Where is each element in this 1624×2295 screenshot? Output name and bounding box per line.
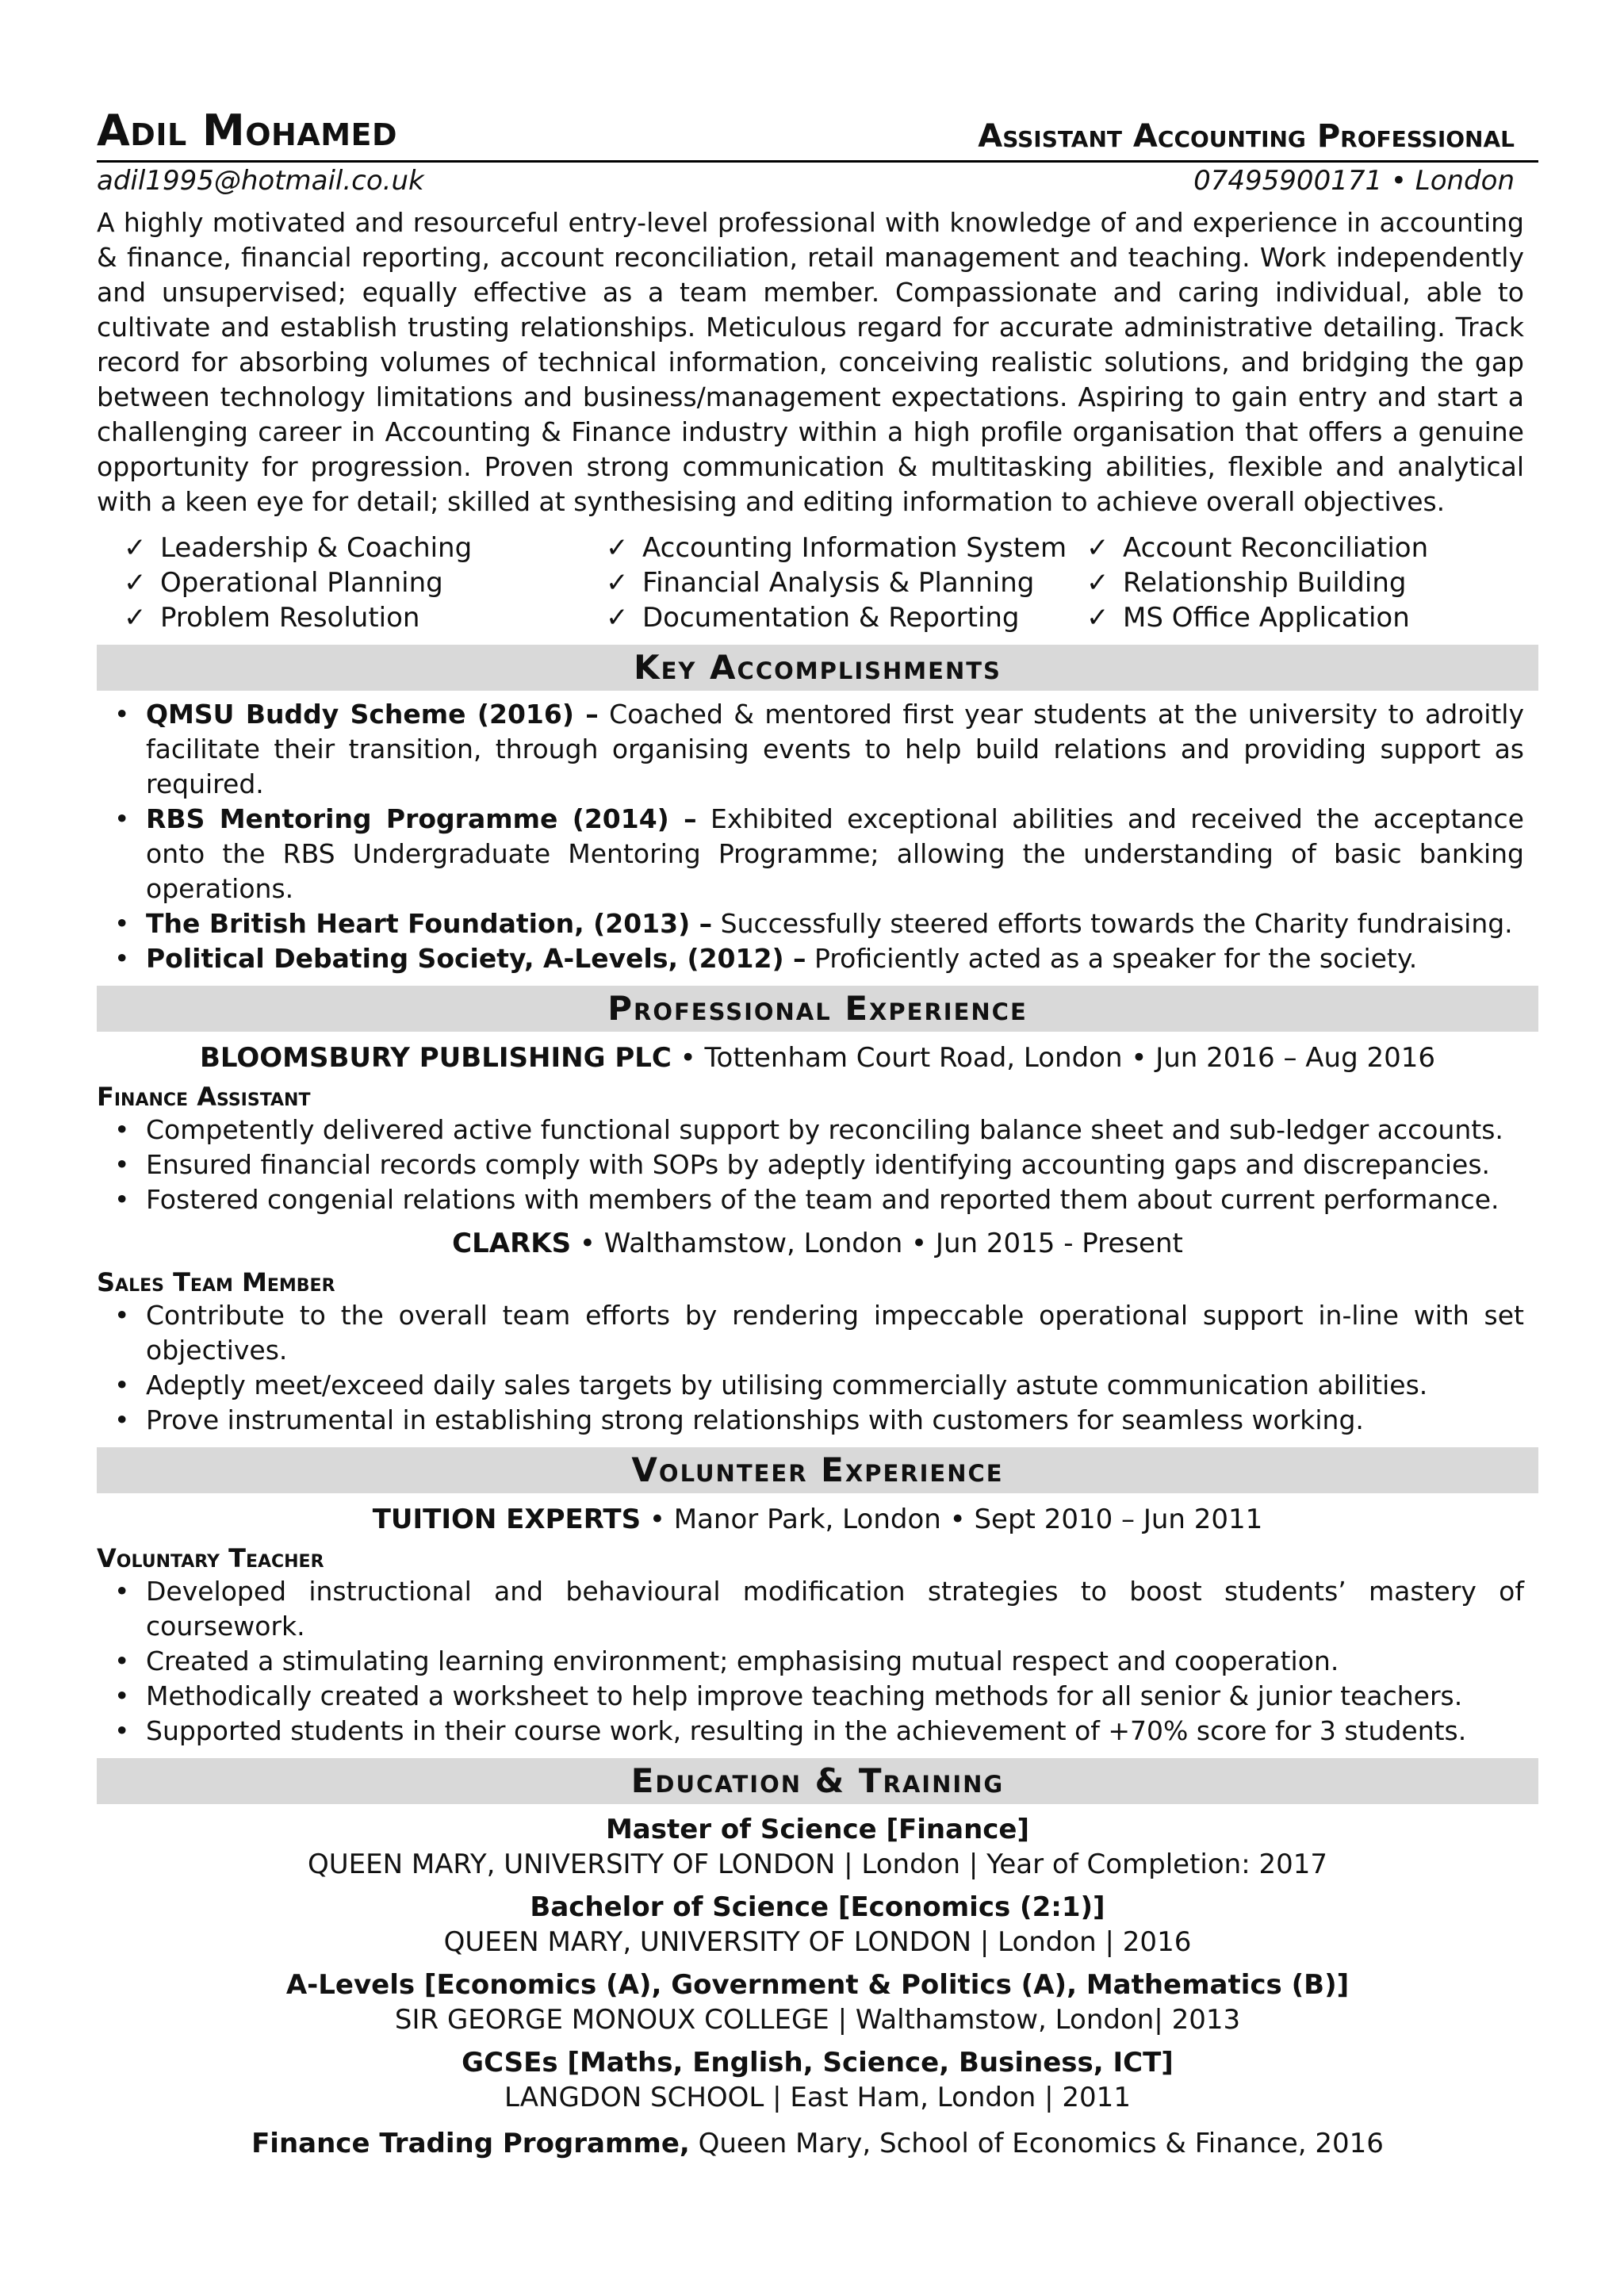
list-item: • Political Debating Society, A-Levels, (2012) – Proficiently acted as a speaker for the society.	[97, 941, 1524, 976]
education-entry	[97, 1812, 1538, 1882]
bullet-icon: •	[114, 1149, 130, 1180]
employer-line: CLARKS • Walthamstow, London • Jun 2015 - Present	[452, 1228, 1183, 1259]
list-item: • Developed instructional and behavioural modification strategies to boost students’ mastery of coursework.	[114, 1576, 1524, 1642]
skill-item: ✓ Operational Planning	[124, 567, 443, 599]
list-item: • Ensured financial records comply with SOPs by adeptly identifying accounting gaps and discrepancies.	[97, 1148, 1524, 1182]
company-name: CLARKS	[452, 1228, 572, 1259]
bullet-icon: •	[114, 1646, 130, 1676]
bullet-icon: •	[114, 1300, 130, 1331]
bullet-icon: •	[114, 803, 130, 834]
company-name: BLOOMSBURY PUBLISHING PLC	[199, 1042, 672, 1074]
bullet-icon: •	[114, 1184, 130, 1215]
check-icon: ✓	[1086, 602, 1109, 634]
volunteer-duties-list	[97, 1574, 1538, 1749]
institution-line: QUEEN MARY, UNIVERSITY OF LONDON | London | Year of Completion: 2017	[307, 1849, 1328, 1880]
list-item: • The British Heart Foundation, (2013) – Successfully steered efforts towards the Charity fundraising.	[97, 906, 1524, 941]
location: London	[1415, 165, 1515, 197]
list-item: • Supported students in their course work, resulting in the achievement of +70% score for 3 students.	[97, 1714, 1524, 1749]
skill-item: ✓ Accounting Information System	[606, 532, 1067, 564]
employer-line: BLOOMSBURY PUBLISHING PLC • Tottenham Court Road, London • Jun 2016 – Aug 2016	[199, 1042, 1436, 1074]
job-duties-list	[97, 1298, 1538, 1438]
job-duties-list	[97, 1113, 1538, 1217]
company-location: Manor Park, London	[673, 1504, 941, 1535]
check-icon: ✓	[606, 532, 629, 564]
list-item: • Prove instrumental in establishing strong relationships with customers for seamless working.	[97, 1403, 1524, 1438]
degree-title: GCSEs [Maths, English, Science, Business, ICT]	[462, 2047, 1174, 2079]
candidate-name: Adil Mohamed	[97, 105, 398, 155]
company-name: TUITION EXPERTS	[372, 1504, 642, 1535]
phone-number: 07495900171	[1193, 165, 1383, 197]
list-item: • Adeptly meet/exceed daily sales targets by utilising commercially astute communication abilities.	[97, 1368, 1524, 1403]
candidate-role: Assistant Accounting Professional	[978, 118, 1515, 155]
skill-item: ✓ Problem Resolution	[124, 602, 420, 634]
section-heading-volunteer: Volunteer Experience	[97, 1447, 1538, 1493]
list-item: • Contribute to the overall team efforts by rendering impeccable operational support in-line with set objectives.	[114, 1300, 1524, 1366]
list-item: • RBS Mentoring Programme (2014) – Exhibited exceptional abilities and received the acceptance onto the RBS Undergraduate Mentoring Programme; allowing the understanding of basic banking operations.	[114, 803, 1524, 904]
job-title: Sales Team Member	[97, 1267, 335, 1297]
employer-line: TUITION EXPERTS • Manor Park, London • Sept 2010 – Jun 2011	[372, 1504, 1263, 1535]
training-name: Finance Trading Programme,	[251, 2128, 690, 2159]
skill-item: ✓ Relationship Building	[1086, 567, 1407, 599]
skill-item: ✓ Documentation & Reporting	[606, 602, 1020, 634]
list-item: • Fostered congenial relations with members of the team and reported them about current performance.	[97, 1182, 1524, 1217]
skill-item: ✓ Account Reconciliation	[1086, 532, 1429, 564]
skill-item: ✓ MS Office Application	[1086, 602, 1410, 634]
check-icon: ✓	[606, 567, 629, 599]
bullet-icon: •	[114, 1114, 130, 1145]
skill-item: ✓ Financial Analysis & Planning	[606, 567, 1035, 599]
job-dates: Jun 2016 – Aug 2016	[1155, 1042, 1436, 1074]
resume-header	[97, 98, 1538, 163]
education-entry	[97, 1890, 1538, 1960]
degree-title: Master of Science [Finance]	[605, 1814, 1030, 1845]
phone-location	[1193, 163, 1515, 199]
profile-summary: A highly motivated and resourceful entry-level professional with knowledge of and experience in accounting & finance, financial reporting, account reconciliation, retail management and teaching. Work independently and unsupervised; equally effective as a team member. Compassionate and caring individual, able to cultivate and establish trusting relationships. Meticulous regard for accurate administrative detailing. Track record for absorbing volumes of technical information, conceiving realistic solutions, and bridging the gap between technology limitations and business/management expectations. Aspiring to gain entry and start a challenging career in Accounting & Finance industry within a high profile organisation that offers a genuine opportunity for progression. Proven strong communication & multitasking abilities, flexible and analytical with a keen eye for detail; skilled at synthesising and editing information to achieve overall objectives.	[97, 207, 1524, 517]
job-dates: Sept 2010 – Jun 2011	[974, 1504, 1263, 1535]
bullet-icon: •	[114, 1370, 130, 1400]
contact-line	[97, 163, 1538, 201]
bullet-icon: •	[114, 1680, 130, 1711]
bullet-icon: •	[114, 1715, 130, 1746]
list-item: • Created a stimulating learning environment; emphasising mutual respect and cooperation.	[97, 1644, 1524, 1679]
skills-grid	[124, 531, 1538, 635]
check-icon: ✓	[124, 567, 147, 599]
bullet-icon: •	[114, 908, 130, 939]
bullet-icon: •	[114, 1576, 130, 1607]
job-title: Finance Assistant	[97, 1082, 311, 1112]
section-heading-education: Education & Training	[97, 1758, 1538, 1804]
list-item: • QMSU Buddy Scheme (2016) – Coached & mentored first year students at the university to adroitly facilitate their transition, through organising events to help build relations and providing support as required.	[114, 699, 1524, 799]
accomplishments-list	[97, 697, 1538, 976]
bullet-icon: •	[114, 1404, 130, 1435]
institution-line: SIR GEORGE MONOUX COLLEGE | Walthamstow, London| 2013	[394, 2004, 1241, 2036]
check-icon: ✓	[124, 602, 147, 634]
training-detail: Queen Mary, School of Economics & Finance, 2016	[689, 2128, 1384, 2159]
separator-dot: •	[1382, 165, 1415, 197]
email-address[interactable]: adil1995@hotmail.co.uk	[97, 165, 424, 197]
institution-line: LANGDON SCHOOL | East Ham, London | 2011	[504, 2082, 1131, 2113]
company-location: Tottenham Court Road, London	[704, 1042, 1123, 1074]
institution-line: QUEEN MARY, UNIVERSITY OF LONDON | London | 2016	[443, 1926, 1192, 1958]
list-item: • Methodically created a worksheet to help improve teaching methods for all senior & junior teachers.	[97, 1679, 1524, 1714]
section-heading-accomplishments: Key Accomplishments	[97, 645, 1538, 691]
job-title: Voluntary Teacher	[97, 1543, 324, 1573]
degree-title: A-Levels [Economics (A), Government & Politics (A), Mathematics (B)]	[285, 1969, 1350, 2001]
bullet-icon: •	[114, 699, 130, 730]
check-icon: ✓	[1086, 532, 1109, 564]
list-item: • Competently delivered active functional support by reconciling balance sheet and sub-ledger accounts.	[97, 1113, 1524, 1148]
section-heading-professional: Professional Experience	[97, 986, 1538, 1032]
skill-item: ✓ Leadership & Coaching	[124, 532, 473, 564]
company-location: Walthamstow, London	[603, 1228, 903, 1259]
job-dates: Jun 2015 - Present	[935, 1228, 1183, 1259]
check-icon: ✓	[1086, 567, 1109, 599]
degree-title: Bachelor of Science [Economics (2:1)]	[530, 1891, 1105, 1923]
training-entry	[97, 2126, 1538, 2161]
education-entry	[97, 2045, 1538, 2115]
check-icon: ✓	[124, 532, 147, 564]
education-entry	[97, 1967, 1538, 2037]
check-icon: ✓	[606, 602, 629, 634]
bullet-icon: •	[114, 943, 130, 974]
